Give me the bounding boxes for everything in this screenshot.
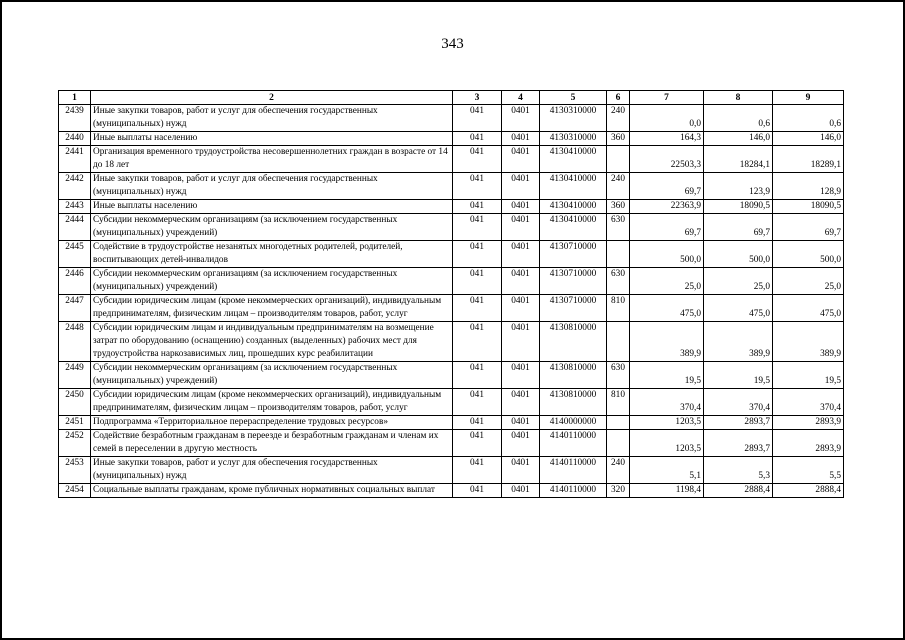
amount-col7: 0,0 <box>630 105 704 132</box>
amount-col7: 370,4 <box>630 389 704 416</box>
header-cell: 2 <box>91 91 453 105</box>
section-code: 0401 <box>502 295 540 322</box>
amount-col7: 1203,5 <box>630 430 704 457</box>
target-article-code: 4130810000 <box>540 362 607 389</box>
amount-col8: 0,6 <box>704 105 773 132</box>
table-row <box>59 268 844 295</box>
amount-col9: 500,0 <box>773 241 844 268</box>
amount-col9: 2888,4 <box>773 484 844 498</box>
amount-col8: 2893,7 <box>704 430 773 457</box>
expense-name: Субсидии юридическим лицам и индивидуальным предпринимателям на возмещение затрат по оборудованию (оснащению) созданных (выделенных) рабочих мест для трудоустройства наркозависимых лиц, прошедших курс реабилитации <box>91 322 453 362</box>
row-number: 2445 <box>59 241 91 268</box>
target-article-code: 4130710000 <box>540 241 607 268</box>
section-code: 0401 <box>502 362 540 389</box>
expense-name: Содействие безработным гражданам в переезде и безработным гражданам и членам их семей в переселении в другую местность <box>91 430 453 457</box>
amount-col7: 22363,9 <box>630 200 704 214</box>
expense-type-code <box>607 322 630 362</box>
section-code: 0401 <box>502 389 540 416</box>
row-number: 2442 <box>59 173 91 200</box>
expense-type-code: 630 <box>607 362 630 389</box>
amount-col9: 0,6 <box>773 105 844 132</box>
amount-col7: 19,5 <box>630 362 704 389</box>
table-row <box>59 322 844 362</box>
table-row <box>59 430 844 457</box>
ministry-code: 041 <box>453 241 502 268</box>
table-header-row <box>59 91 844 105</box>
expense-name: Организация временного трудоустройства несовершеннолетних граждан в возрасте от 14 до 18 лет <box>91 146 453 173</box>
expense-type-code: 810 <box>607 295 630 322</box>
expense-type-code <box>607 416 630 430</box>
table-row <box>59 484 844 498</box>
row-number: 2453 <box>59 457 91 484</box>
amount-col9: 69,7 <box>773 214 844 241</box>
amount-col9: 19,5 <box>773 362 844 389</box>
amount-col8: 19,5 <box>704 362 773 389</box>
amount-col7: 475,0 <box>630 295 704 322</box>
section-code: 0401 <box>502 430 540 457</box>
expense-type-code <box>607 430 630 457</box>
target-article-code: 4130810000 <box>540 389 607 416</box>
table-row <box>59 389 844 416</box>
amount-col9: 128,9 <box>773 173 844 200</box>
row-number: 2451 <box>59 416 91 430</box>
expense-type-code: 630 <box>607 268 630 295</box>
row-number: 2444 <box>59 214 91 241</box>
table-row <box>59 173 844 200</box>
expense-type-code <box>607 146 630 173</box>
expense-type-code: 360 <box>607 132 630 146</box>
header-cell: 8 <box>704 91 773 105</box>
row-number: 2449 <box>59 362 91 389</box>
expense-name: Субсидии некоммерческим организациям (за исключением государственных (муниципальных) учреждений) <box>91 362 453 389</box>
row-number: 2446 <box>59 268 91 295</box>
section-code: 0401 <box>502 268 540 295</box>
expense-type-code: 240 <box>607 173 630 200</box>
section-code: 0401 <box>502 241 540 268</box>
section-code: 0401 <box>502 214 540 241</box>
target-article-code: 4130410000 <box>540 200 607 214</box>
expense-type-code: 360 <box>607 200 630 214</box>
ministry-code: 041 <box>453 214 502 241</box>
target-article-code: 4140110000 <box>540 484 607 498</box>
header-cell: 9 <box>773 91 844 105</box>
section-code: 0401 <box>502 322 540 362</box>
amount-col8: 2888,4 <box>704 484 773 498</box>
table-row <box>59 241 844 268</box>
ministry-code: 041 <box>453 173 502 200</box>
expense-type-code: 240 <box>607 457 630 484</box>
expense-name: Иные закупки товаров, работ и услуг для обеспечения государственных (муниципальных) нужд <box>91 457 453 484</box>
page-number: 343 <box>441 36 464 52</box>
ministry-code: 041 <box>453 484 502 498</box>
amount-col9: 5,5 <box>773 457 844 484</box>
section-code: 0401 <box>502 132 540 146</box>
table-row <box>59 295 844 322</box>
target-article-code: 4140110000 <box>540 457 607 484</box>
header-cell: 3 <box>453 91 502 105</box>
amount-col7: 1198,4 <box>630 484 704 498</box>
row-number: 2439 <box>59 105 91 132</box>
amount-col7: 1203,5 <box>630 416 704 430</box>
row-number: 2443 <box>59 200 91 214</box>
table-row <box>59 146 844 173</box>
amount-col7: 164,3 <box>630 132 704 146</box>
amount-col8: 25,0 <box>704 268 773 295</box>
amount-col8: 475,0 <box>704 295 773 322</box>
expense-name: Субсидии юридическим лицам (кроме некоммерческих организаций), индивидуальным предпринимателям, физическим лицам – производителям товаров, работ, услуг <box>91 295 453 322</box>
target-article-code: 4130710000 <box>540 295 607 322</box>
row-number: 2441 <box>59 146 91 173</box>
amount-col9: 370,4 <box>773 389 844 416</box>
section-code: 0401 <box>502 200 540 214</box>
ministry-code: 041 <box>453 416 502 430</box>
expense-name: Субсидии некоммерческим организациям (за исключением государственных (муниципальных) учреждений) <box>91 268 453 295</box>
amount-col8: 146,0 <box>704 132 773 146</box>
header-cell: 1 <box>59 91 91 105</box>
ministry-code: 041 <box>453 200 502 214</box>
amount-col8: 69,7 <box>704 214 773 241</box>
amount-col8: 370,4 <box>704 389 773 416</box>
amount-col9: 25,0 <box>773 268 844 295</box>
expense-name: Иные выплаты населению <box>91 200 453 214</box>
amount-col7: 22503,3 <box>630 146 704 173</box>
ministry-code: 041 <box>453 268 502 295</box>
amount-col9: 2893,9 <box>773 416 844 430</box>
row-number: 2452 <box>59 430 91 457</box>
target-article-code: 4140000000 <box>540 416 607 430</box>
amount-col7: 25,0 <box>630 268 704 295</box>
expense-name: Содействие в трудоустройстве незанятых многодетных родителей, родителей, воспитывающих детей-инвалидов <box>91 241 453 268</box>
amount-col7: 69,7 <box>630 173 704 200</box>
expense-name: Иные закупки товаров, работ и услуг для обеспечения государственных (муниципальных) нужд <box>91 173 453 200</box>
ministry-code: 041 <box>453 105 502 132</box>
target-article-code: 4130410000 <box>540 146 607 173</box>
expense-name: Социальные выплаты гражданам, кроме публичных нормативных социальных выплат <box>91 484 453 498</box>
amount-col7: 69,7 <box>630 214 704 241</box>
amount-col8: 5,3 <box>704 457 773 484</box>
row-number: 2448 <box>59 322 91 362</box>
amount-col8: 2893,7 <box>704 416 773 430</box>
amount-col8: 18090,5 <box>704 200 773 214</box>
section-code: 0401 <box>502 484 540 498</box>
ministry-code: 041 <box>453 457 502 484</box>
header-cell: 7 <box>630 91 704 105</box>
ministry-code: 041 <box>453 295 502 322</box>
table-row <box>59 416 844 430</box>
target-article-code: 4130410000 <box>540 214 607 241</box>
amount-col9: 475,0 <box>773 295 844 322</box>
header-cell: 5 <box>540 91 607 105</box>
table-row <box>59 362 844 389</box>
expense-type-code: 240 <box>607 105 630 132</box>
table-row <box>59 200 844 214</box>
target-article-code: 4130410000 <box>540 173 607 200</box>
ministry-code: 041 <box>453 389 502 416</box>
expense-type-code: 320 <box>607 484 630 498</box>
amount-col7: 5,1 <box>630 457 704 484</box>
amount-col7: 389,9 <box>630 322 704 362</box>
row-number: 2450 <box>59 389 91 416</box>
expense-type-code: 810 <box>607 389 630 416</box>
section-code: 0401 <box>502 173 540 200</box>
expense-type-code: 630 <box>607 214 630 241</box>
expense-name: Подпрограмма «Территориальное перераспределение трудовых ресурсов» <box>91 416 453 430</box>
amount-col9: 389,9 <box>773 322 844 362</box>
amount-col9: 18090,5 <box>773 200 844 214</box>
expense-name: Субсидии некоммерческим организациям (за исключением государственных (муниципальных) учреждений) <box>91 214 453 241</box>
target-article-code: 4130310000 <box>540 105 607 132</box>
amount-col8: 123,9 <box>704 173 773 200</box>
target-article-code: 4140110000 <box>540 430 607 457</box>
section-code: 0401 <box>502 416 540 430</box>
ministry-code: 041 <box>453 146 502 173</box>
amount-col7: 500,0 <box>630 241 704 268</box>
expense-type-code <box>607 241 630 268</box>
row-number: 2454 <box>59 484 91 498</box>
section-code: 0401 <box>502 457 540 484</box>
ministry-code: 041 <box>453 132 502 146</box>
amount-col9: 2893,9 <box>773 430 844 457</box>
expense-name: Субсидии юридическим лицам (кроме некоммерческих организаций), индивидуальным предпринимателям, физическим лицам – производителям товаров, работ, услуг <box>91 389 453 416</box>
target-article-code: 4130310000 <box>540 132 607 146</box>
ministry-code: 041 <box>453 362 502 389</box>
row-number: 2440 <box>59 132 91 146</box>
table-row <box>59 457 844 484</box>
budget-table <box>58 90 844 498</box>
target-article-code: 4130810000 <box>540 322 607 362</box>
amount-col9: 146,0 <box>773 132 844 146</box>
section-code: 0401 <box>502 105 540 132</box>
amount-col8: 500,0 <box>704 241 773 268</box>
table-row <box>59 132 844 146</box>
target-article-code: 4130710000 <box>540 268 607 295</box>
amount-col9: 18289,1 <box>773 146 844 173</box>
section-code: 0401 <box>502 146 540 173</box>
amount-col8: 389,9 <box>704 322 773 362</box>
expense-name: Иные выплаты населению <box>91 132 453 146</box>
table-row <box>59 105 844 132</box>
table-row <box>59 214 844 241</box>
row-number: 2447 <box>59 295 91 322</box>
header-cell: 6 <box>607 91 630 105</box>
amount-col8: 18284,1 <box>704 146 773 173</box>
header-cell: 4 <box>502 91 540 105</box>
ministry-code: 041 <box>453 322 502 362</box>
expense-name: Иные закупки товаров, работ и услуг для обеспечения государственных (муниципальных) нужд <box>91 105 453 132</box>
ministry-code: 041 <box>453 430 502 457</box>
